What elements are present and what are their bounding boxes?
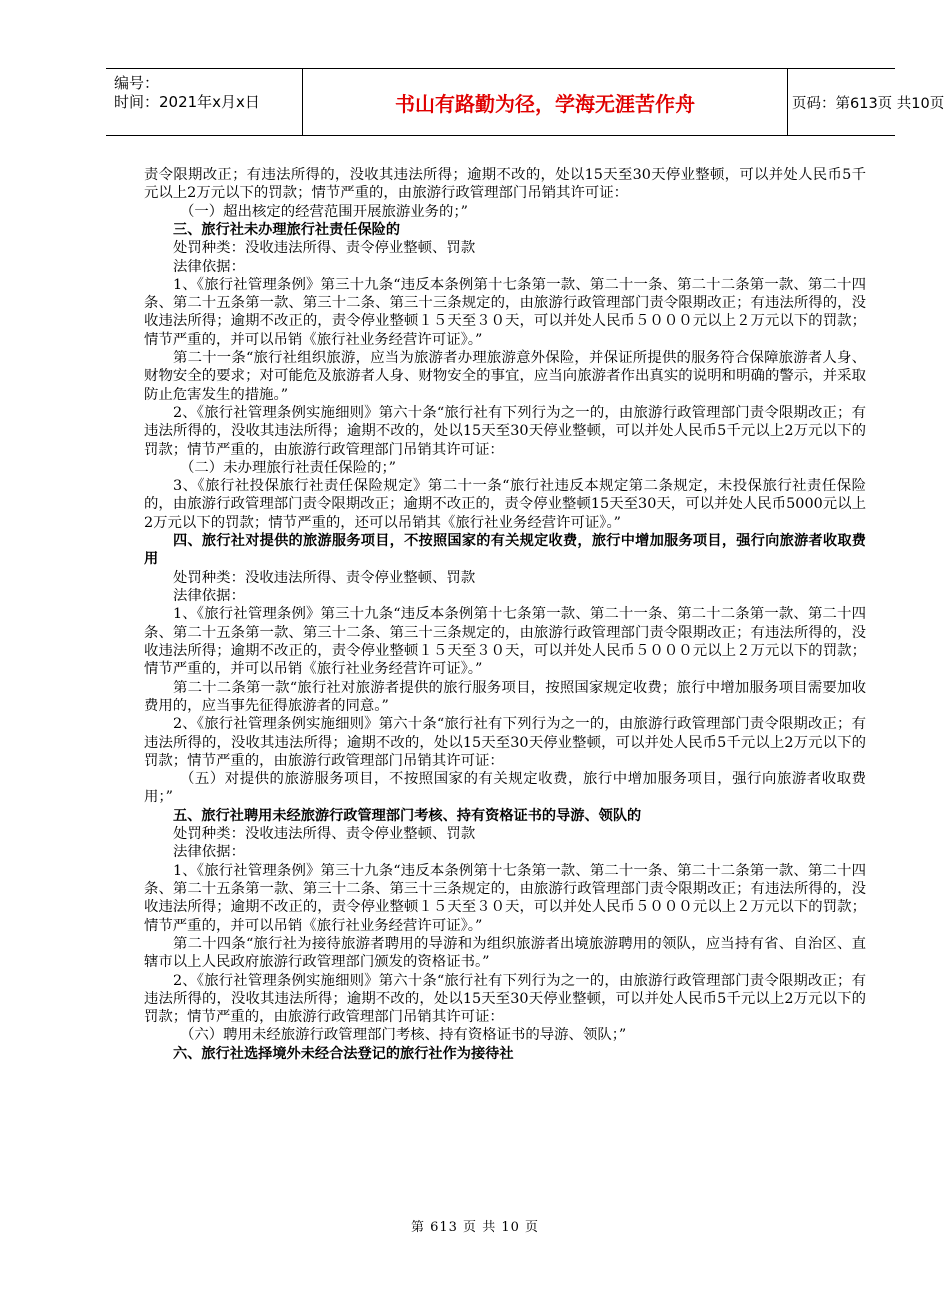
- body-paragraph: （五）对提供的旅游服务项目，不按照国家的有关规定收费，旅行中增加服务项目，强行向旅游者收取费用；”: [144, 771, 866, 806]
- document-time-label: 时间：2021年x月x日: [114, 93, 260, 111]
- body-paragraph: （六）聘用未经旅游行政管理部门考核、持有资格证书的导游、领队；”: [180, 1027, 627, 1044]
- body-paragraph: 2、《旅行社管理条例实施细则》第六十条“旅行社有下列行为之一的，由旅游行政管理部门责令限期改正；有违法所得的，没收其违法所得；逾期不改的，处以15天至30天停业整顿，可以并处人民币5千元以上2万元以下的罚款；情节严重的，由旅游行政管理部门吊销其许可证：: [144, 972, 866, 1026]
- page-header: [106, 68, 945, 136]
- section-heading: 三、旅行社未办理旅行社责任保险的: [173, 221, 401, 238]
- body-paragraph: （二）未办理旅行社责任保险的；”: [180, 459, 397, 476]
- body-paragraph: 2、《旅行社管理条例实施细则》第六十条“旅行社有下列行为之一的，由旅游行政管理部门责令限期改正；有违法所得的，没收其违法所得；逾期不改的，处以15天至30天停业整顿，可以并处人民币5千元以上2万元以下的罚款；情节严重的，由旅游行政管理部门吊销其许可证：: [144, 716, 866, 769]
- body-paragraph: 法律依据：: [173, 844, 245, 861]
- body-paragraph: 3、《旅行社投保旅行社责任保险规定》第二十一条“旅行社违反本规定第二条规定，未投保旅行社责任保险的，由旅游行政管理部门责令限期改正；逾期不改正的，责令停业整顿15天至30天，可以并处人民币5000元以上2万元以下的罚款；情节严重的，还可以吊销其《旅行社业务经营许可证》。”: [144, 478, 866, 531]
- header-meta: [106, 69, 302, 135]
- section-heading: 六、旅行社选择境外未经合法登记的旅行社作为接待社: [173, 1045, 514, 1062]
- body-paragraph: 第二十一条“旅行社组织旅游，应当为旅游者办理旅游意外保险，并保证所提供的服务符合保障旅游者人身、财物安全的要求；对可能危及旅游者人身、财物安全的事宜，应当向旅游者作出真实的说明和明确的警示，并采取防止危害发生的措施。”: [144, 350, 866, 403]
- body-paragraph: 处罚种类：没收违法所得、责令停业整顿、罚款: [173, 569, 476, 586]
- body-paragraph: 第二十二条第一款“旅行社对旅游者提供的旅行服务项目，按照国家规定收费；旅行中增加服务项目需要加收费用的，应当事先征得旅游者的同意。”: [144, 679, 866, 714]
- section-heading: 四、旅行社对提供的旅游服务项目，不按照国家的有关规定收费，旅行中增加服务项目，强行向旅游者收取费用: [144, 533, 866, 568]
- body-paragraph: 第二十四条“旅行社为接待旅游者聘用的导游和为组织旅游者出境旅游聘用的领队，应当持有省、自治区、直辖市以上人民政府旅游行政管理部门颁发的资格证书。”: [144, 935, 866, 971]
- body-paragraph: 2、《旅行社管理条例实施细则》第六十条“旅行社有下列行为之一的，由旅游行政管理部门责令限期改正；有违法所得的，没收其违法所得；逾期不改的，处以15天至30天停业整顿，可以并处人民币5千元以上2万元以下的罚款；情节严重的，由旅游行政管理部门吊销其许可证：: [144, 404, 866, 458]
- document-number-label: 编号：: [114, 74, 160, 92]
- header-page-info: 页码：第613页 共10页: [792, 95, 945, 112]
- body-paragraph: 1、《旅行社管理条例》第三十九条“违反本条例第十七条第一款、第二十一条、第二十二条第一款、第二十四条、第二十五条第一款、第三十二条、第三十三条规定的，由旅游行政管理部门责令限期改正；有违法所得的，没收违法所得；逾期不改正的，责令停业整顿１５天至３０天，可以并处人民币５０００元以上２万元以下的罚款；情节严重的，并可以吊销《旅行社业务经营许可证》。”: [144, 276, 866, 348]
- page-footer: 第 613 页 共 10 页: [410, 1220, 540, 1235]
- body-paragraph: 责令限期改正；有违法所得的，没收其违法所得；逾期不改的，处以15天至30天停业整顿，可以并处人民币5千元以上2万元以下的罚款；情节严重的，由旅游行政管理部门吊销其许可证：: [144, 167, 866, 202]
- document-body: [144, 166, 866, 1063]
- body-paragraph: 1、《旅行社管理条例》第三十九条“违反本条例第十七条第一款、第二十一条、第二十二条第一款、第二十四条、第二十五条第一款、第三十二条、第三十三条规定的，由旅游行政管理部门责令限期改正；有违法所得的，没收违法所得；逾期不改正的，责令停业整顿１５天至３０天，可以并处人民币５０００元以上２万元以下的罚款；情节严重的，并可以吊销《旅行社业务经营许可证》。”: [144, 862, 866, 934]
- body-paragraph: 处罚种类：没收违法所得、责令停业整顿、罚款: [173, 826, 476, 843]
- body-paragraph: 法律依据：: [173, 588, 245, 605]
- header-motto: 书山有路勤为径，学海无涯苦作舟: [302, 69, 788, 135]
- body-paragraph: 法律依据：: [173, 258, 245, 275]
- section-heading: 五、旅行社聘用未经旅游行政管理部门考核、持有资格证书的导游、领队的: [173, 807, 642, 824]
- body-paragraph: 处罚种类：没收违法所得、责令停业整顿、罚款: [173, 240, 476, 257]
- body-paragraph: （一）超出核定的经营范围开展旅游业务的；”: [180, 203, 468, 220]
- body-paragraph: 1、《旅行社管理条例》第三十九条“违反本条例第十七条第一款、第二十一条、第二十二条第一款、第二十四条、第二十五条第一款、第三十二条、第三十三条规定的，由旅游行政管理部门责令限期改正；有违法所得的，没收违法所得；逾期不改正的，责令停业整顿１５天至３０天，可以并处人民币５０００元以上２万元以下的罚款；情节严重的，并可以吊销《旅行社业务经营许可证》。”: [144, 606, 866, 678]
